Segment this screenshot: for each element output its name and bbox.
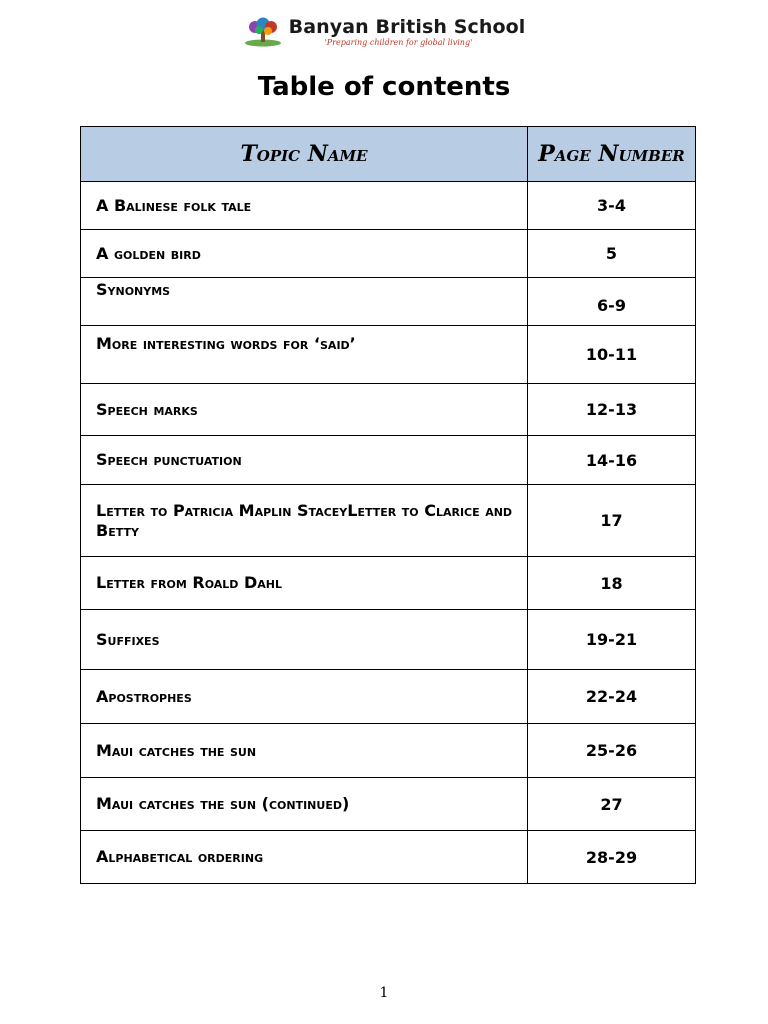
topic-cell: Maui catches the sun [81, 724, 528, 778]
page-cell: 22-24 [528, 670, 696, 724]
table-row [81, 831, 696, 884]
topic-cell: Synonyms [81, 278, 528, 326]
page-cell: 18 [528, 557, 696, 610]
topic-cell: Speech punctuation [81, 436, 528, 485]
table-row [81, 610, 696, 670]
topic-cell: A Balinese folk tale [81, 182, 528, 230]
topic-cell: Apostrophes [81, 670, 528, 724]
page-cell: 27 [528, 778, 696, 831]
topic-cell: Suffixes [81, 610, 528, 670]
school-name: Banyan British School [288, 15, 526, 38]
contents-table [80, 126, 696, 884]
topic-cell: Letter to Patricia Maplin StaceyLetter to Clarice and Betty [81, 485, 528, 557]
page-cell: 17 [528, 485, 696, 557]
table-row [81, 670, 696, 724]
topic-cell: Alphabetical ordering [81, 831, 528, 884]
page-title: Table of contents [257, 72, 511, 102]
page-cell: 3-4 [528, 182, 696, 230]
table-row [81, 485, 696, 557]
topic-cell: Maui catches the sun (continued) [81, 778, 528, 831]
topic-cell: Speech marks [81, 384, 528, 436]
page-header [0, 14, 768, 50]
table-row [81, 778, 696, 831]
page-cell: 28-29 [528, 831, 696, 884]
topic-cell: Letter from Roald Dahl [81, 557, 528, 610]
column-header-topic: Topic Name [81, 127, 528, 182]
school-logo [243, 17, 526, 47]
page-number: 1 [379, 985, 389, 1001]
table-row [81, 182, 696, 230]
page-cell: 19-21 [528, 610, 696, 670]
topic-cell: More interesting words for ‘said’ [81, 326, 528, 384]
table-row [81, 436, 696, 485]
table-header-row [81, 127, 696, 182]
topic-cell: A golden bird [81, 230, 528, 278]
page-cell: 10-11 [528, 326, 696, 384]
table-row [81, 230, 696, 278]
page-cell: 25-26 [528, 724, 696, 778]
table-row [81, 724, 696, 778]
table-row [81, 557, 696, 610]
school-tagline: 'Preparing children for global living' [324, 37, 473, 47]
banyan-tree-logo-icon [243, 17, 283, 47]
page-cell: 12-13 [528, 384, 696, 436]
column-header-page: Page Number [528, 127, 696, 182]
table-row [81, 326, 696, 384]
table-row [81, 384, 696, 436]
page-cell: 5 [528, 230, 696, 278]
table-row [81, 278, 696, 326]
page-cell: 6-9 [528, 278, 696, 326]
page-cell: 14-16 [528, 436, 696, 485]
